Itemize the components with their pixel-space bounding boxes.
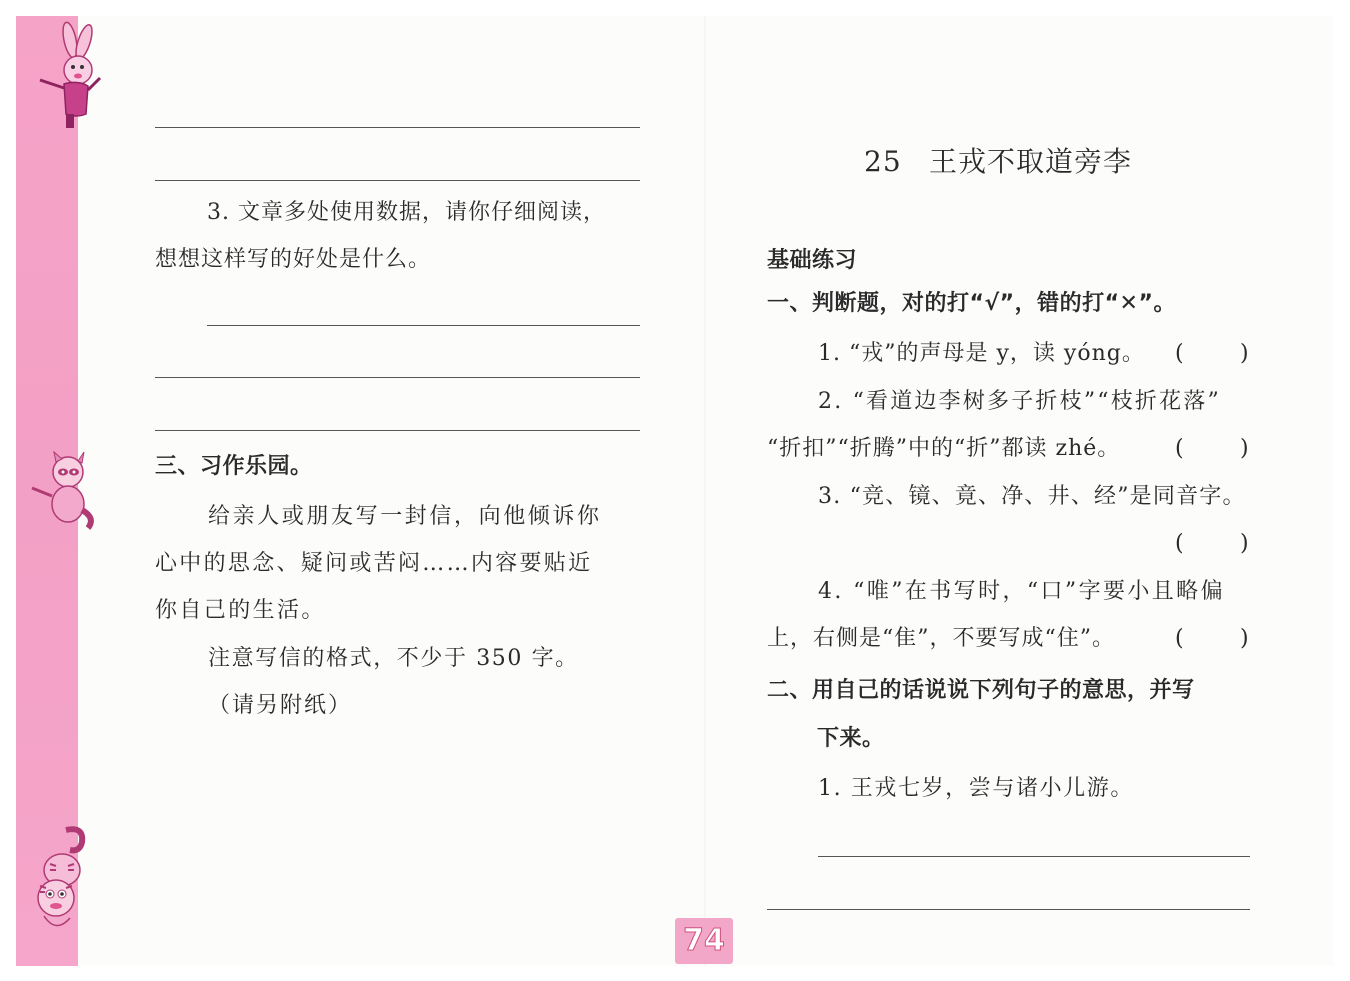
judge-item-2-line-2: “折扣”“折腾”中的“折”都读 zhé。 — [767, 436, 1121, 461]
section-2-heading-line-1: 二、用自己的话说说下列句子的意思，并写 — [767, 678, 1195, 703]
lesson-title: 王戎不取道旁李 — [929, 145, 1133, 178]
writing-prompt-line-2: 心中的思念、疑问或苦闷……内容要贴近 — [155, 551, 593, 576]
page-number-badge — [675, 918, 733, 964]
tiger-icon — [26, 822, 100, 940]
question-3-line-2: 想想这样写的好处是什么。 — [155, 247, 432, 272]
sentence-1: 1. 王戎七岁，尝与诸小儿游。 — [818, 776, 1134, 801]
question-3-line-1: 3. 文章多处使用数据，请你仔细阅读， — [207, 200, 606, 225]
rabbit-icon — [22, 18, 102, 133]
answer-paren-close: ) — [1240, 626, 1249, 651]
answer-paren-open: ( — [1175, 341, 1184, 366]
raccoon-icon — [24, 448, 102, 534]
answer-line[interactable] — [155, 127, 640, 128]
judge-item-4-line-2: 上，右侧是“隹”，不要写成“住”。 — [767, 626, 1115, 651]
answer-paren-close: ) — [1240, 436, 1249, 461]
answer-line[interactable] — [155, 377, 640, 378]
answer-line[interactable] — [155, 180, 640, 181]
attach-paper-note: （请另附纸） — [208, 693, 353, 718]
writing-prompt-line-3: 你自己的生活。 — [155, 598, 326, 623]
page-gutter — [704, 16, 706, 966]
section-1-heading: 一、判断题，对的打“√”，错的打“✕”。 — [767, 291, 1176, 316]
answer-line[interactable] — [155, 430, 640, 431]
writing-prompt-line-1: 给亲人或朋友写一封信，向他倾诉你 — [208, 504, 602, 529]
answer-paren-close: ) — [1240, 531, 1249, 556]
lesson-number: 25 — [864, 145, 902, 178]
answer-paren-open: ( — [1175, 531, 1184, 556]
format-note: 注意写信的格式，不少于 350 字。 — [208, 646, 579, 671]
answer-paren-open: ( — [1175, 626, 1184, 651]
answer-line[interactable] — [207, 325, 640, 326]
answer-line[interactable] — [767, 909, 1250, 910]
judge-item-2-line-1: 2. “看道边李树多子折枝”“枝折花落” — [818, 389, 1221, 414]
section-3-heading: 三、习作乐园。 — [155, 454, 313, 479]
judge-item-1: 1. “戎”的声母是 y，读 yóng。 — [818, 341, 1145, 366]
judge-item-3: 3. “竞、镜、竟、净、井、经”是同音字。 — [818, 484, 1246, 509]
judge-item-4-line-1: 4. “唯”在书写时，“口”字要小且略偏 — [818, 579, 1225, 604]
page-number: 74 — [683, 923, 725, 958]
answer-line[interactable] — [818, 856, 1250, 857]
section-2-heading-line-2: 下来。 — [817, 726, 885, 751]
basic-practice-heading: 基础练习 — [767, 248, 858, 273]
answer-paren-open: ( — [1175, 436, 1184, 461]
answer-paren-close: ) — [1240, 341, 1249, 366]
